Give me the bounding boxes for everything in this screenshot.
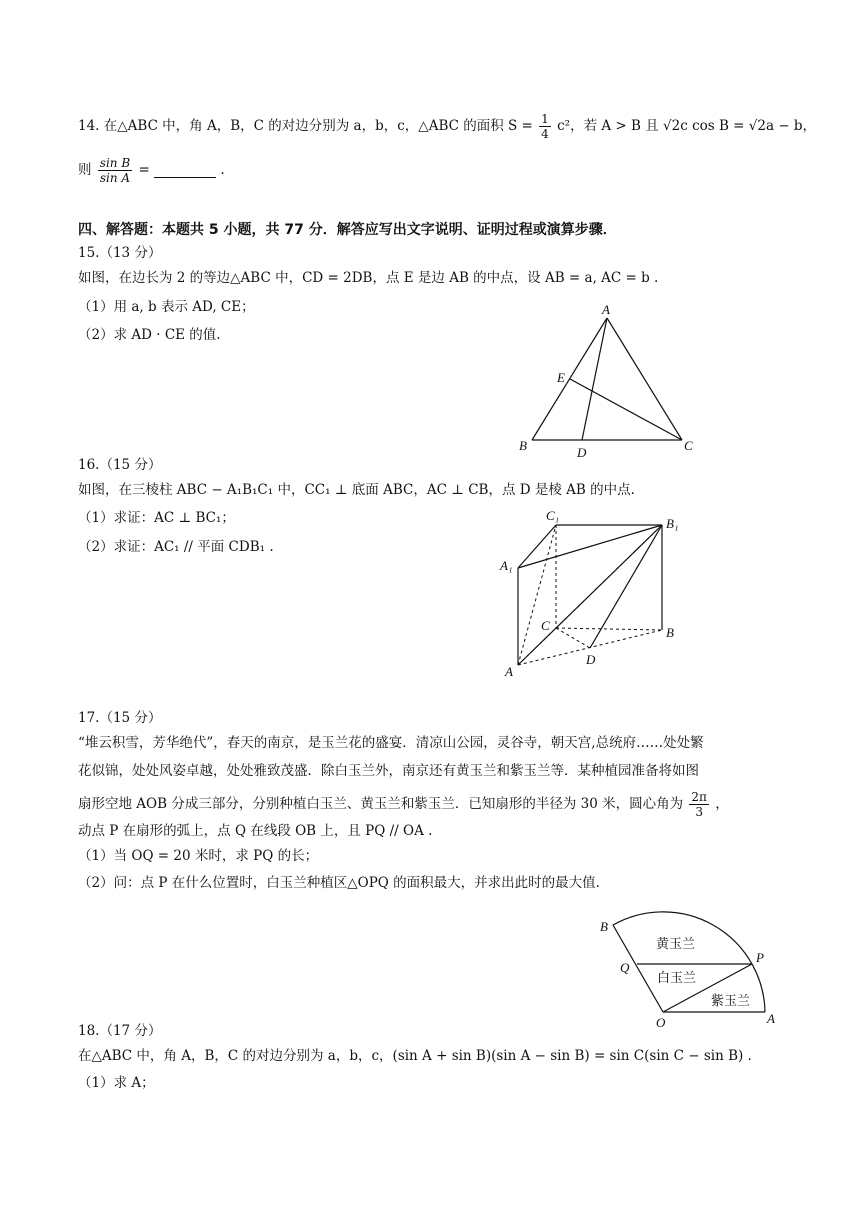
label-d: D xyxy=(577,445,587,460)
q17-angle-num: 2π xyxy=(691,790,707,804)
q14-ratio-num: sin B xyxy=(99,156,131,170)
label-a1: A₁ xyxy=(500,558,513,573)
q16-part2: （2）求证：AC₁ // 平面 CDB₁ . xyxy=(78,539,274,555)
q18-stem: 在△ABC 中，角 A，B，C 的对边分别为 a，b，c，(sin A + sin B)(sin A − sin B) = sin C(sin C − sin B) . xyxy=(78,1048,752,1064)
label-c: C xyxy=(684,438,693,453)
q17-part1: （1）当 OQ = 20 米时，求 PQ 的长； xyxy=(78,848,319,864)
q16-part1: （1）求证：AC ⊥ BC₁； xyxy=(78,510,235,526)
q17-angle-den: 3 xyxy=(695,805,703,819)
q17-header: 17.（15 分） xyxy=(78,710,162,726)
q15-header: 15.（13 分） xyxy=(78,245,162,261)
label-a: A xyxy=(505,664,513,679)
q15-part1: （1）用 a, b 表示 AD, CE； xyxy=(78,299,255,315)
q16-stem: 如图，在三棱柱 ABC − A₁B₁C₁ 中，CC₁ ⊥ 底面 ABC，AC ⊥ CB，点 D 是棱 AB 的中点. xyxy=(78,482,635,498)
q17-line2: 花似锦，处处风姿卓越，处处雅致茂盛．除白玉兰外，南京还有黄玉兰和紫玉兰等．某种植园准备将如图 xyxy=(78,763,699,779)
q18-part1: （1）求 A； xyxy=(78,1075,155,1091)
q14-period: . xyxy=(220,162,225,178)
q14-ratio-den: sin A xyxy=(99,171,131,185)
label-b1: B₁ xyxy=(666,516,679,531)
q17-line3-comma: ， xyxy=(715,796,729,812)
label-o: O xyxy=(656,1015,666,1030)
label-b: B xyxy=(600,919,608,934)
q17-line4: 动点 P 在扇形的弧上，点 Q 在线段 OB 上，且 PQ // OA . xyxy=(78,823,433,839)
q17-line1: “堆云积雪，芳华绝代”，春天的南京，是玉兰花的盛宴．清凉山公园，灵谷寺，朝天宫,总统府……处处繁 xyxy=(78,735,704,751)
q16-header: 16.（15 分） xyxy=(78,457,162,473)
q14-text-end: c²，若 A > B 且 √2c cos B = √2a − b， xyxy=(557,118,817,134)
label-d: D xyxy=(586,652,596,667)
label-c: C xyxy=(541,618,550,633)
q14-equals: = xyxy=(138,162,150,178)
label-yellow-magnolia: 黄玉兰 xyxy=(656,937,696,952)
label-white-magnolia: 白玉兰 xyxy=(657,971,697,986)
q15-stem: 如图，在边长为 2 的等边△ABC 中，CD = 2DB，点 E 是边 AB 的中点，设 AB = a, AC = b . xyxy=(78,270,659,286)
q14-text-start: 14. 在△ABC 中，角 A，B，C 的对边分别为 a，b，c，△ABC 的面积 S = xyxy=(78,118,533,134)
q17-part2: （2）问：点 P 在什么位置时，白玉兰种植区△OPQ 的面积最大，并求出此时的最大值. xyxy=(78,875,600,891)
label-purple-magnolia: 紫玉兰 xyxy=(711,994,751,1009)
label-q: Q xyxy=(620,960,630,975)
q15-part2: （2）求 AD · CE 的值. xyxy=(78,327,221,343)
section-heading: 四、解答题：本题共 5 小题，共 77 分．解答应写出文字说明、证明过程或演算步骤． xyxy=(78,222,617,238)
label-e: E xyxy=(557,370,565,385)
label-c1: C₁ xyxy=(546,508,560,523)
label-b: B xyxy=(519,438,527,453)
label-b: B xyxy=(666,625,674,640)
q14-frac-num: 1 xyxy=(541,112,549,126)
q18-header: 18.（17 分） xyxy=(78,1023,162,1039)
q17-line3-text: 扇形空地 AOB 分成三部分，分别种植白玉兰、黄玉兰和紫玉兰．已知扇形的半径为 30 米，圆心角为 xyxy=(78,796,684,812)
q14-then: 则 xyxy=(78,162,92,178)
label-p: P xyxy=(756,950,764,965)
label-a: A xyxy=(767,1011,775,1026)
q14-frac-den: 4 xyxy=(541,127,549,141)
label-a: A xyxy=(602,302,610,317)
